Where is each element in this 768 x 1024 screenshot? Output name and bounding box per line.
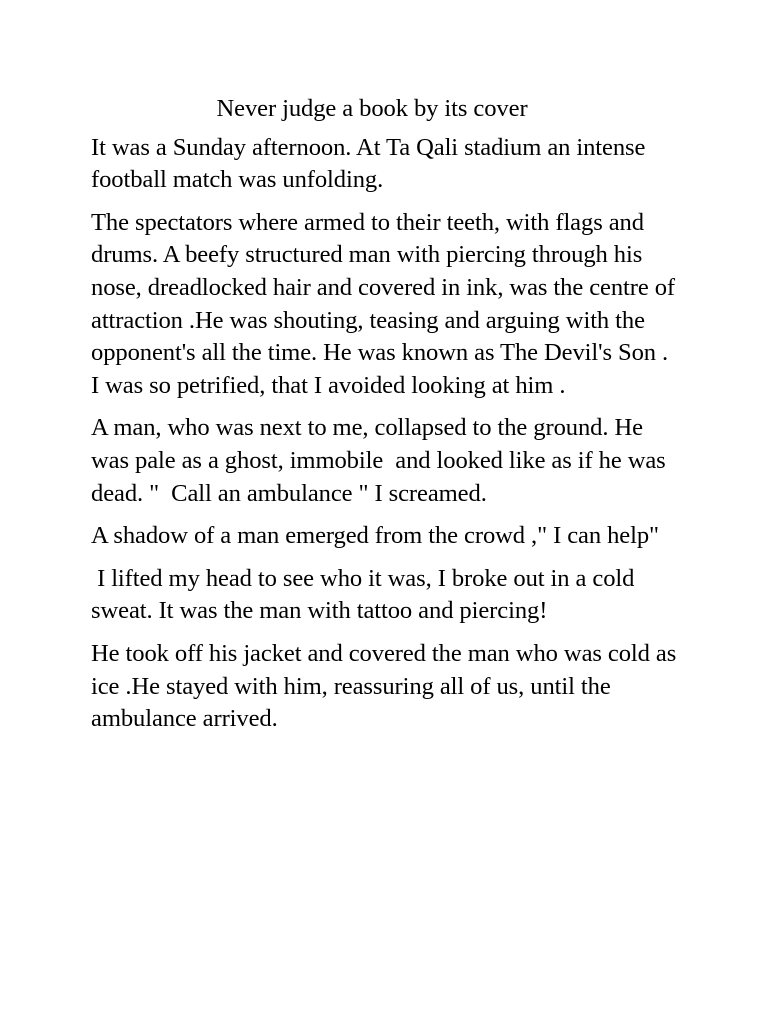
document-title: Never judge a book by its cover bbox=[216, 95, 528, 122]
paragraph: I lifted my head to see who it was, I broke out in a cold sweat. It was the man with tattoo and piercing! bbox=[91, 564, 641, 625]
paragraph: A man, who was next to me, collapsed to the ground. He was pale as a ghost, immobile and looked like as if he was dead. " Call an ambulance " I screamed. bbox=[91, 414, 672, 507]
paragraph: He took off his jacket and covered the man who was cold as ice .He stayed with him, reassuring all of us, until the ambulance arrived. bbox=[91, 639, 683, 733]
paragraph: The spectators where armed to their teeth, with flags and drums. A beefy structured man with piercing through his nose, dreadlocked hair and covered in ink, was the centre of attraction .He was shouting, teasing and arguing with the opponent's all the time. He was known as The Devil's Son . I was so petrified, that I avoided looking at him . bbox=[91, 208, 682, 399]
paragraph: A shadow of a man emerged from the crowd ," I can help" bbox=[91, 522, 659, 550]
document-body bbox=[91, 93, 681, 746]
paragraph: It was a Sunday afternoon. At Ta Qali stadium an intense football match was unfolding. bbox=[91, 133, 652, 194]
